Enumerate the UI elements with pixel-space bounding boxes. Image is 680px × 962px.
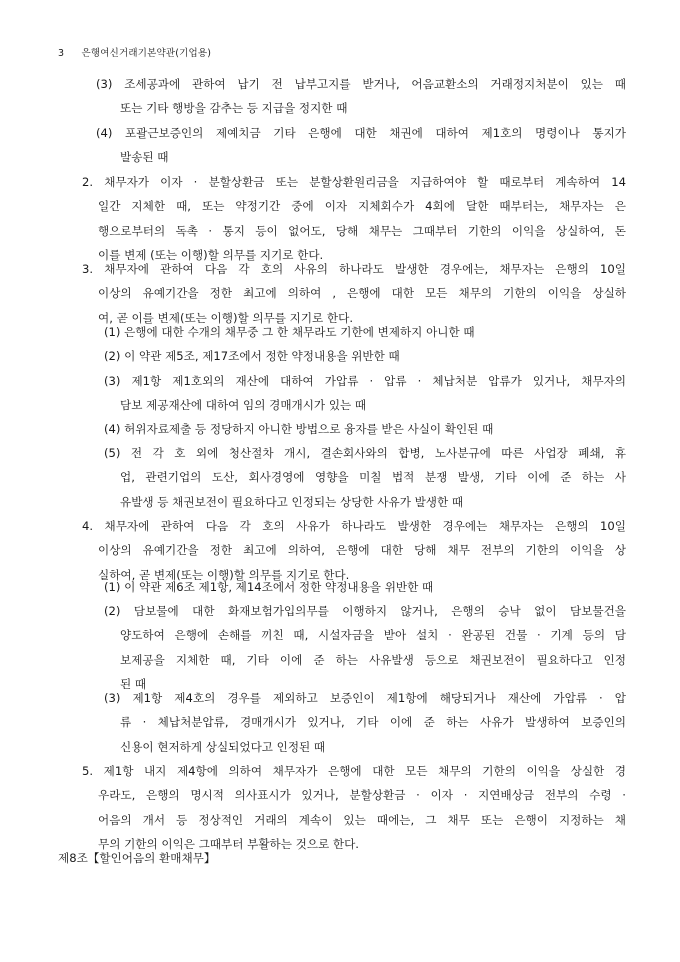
clause-line: 이상의 유예기간을 정한 최고에 의하여 , 은행에 대한 모든 채무의 기한의 이익을 상실하 <box>98 286 626 301</box>
clause-line: 또는 기타 행방을 감추는 등 지급을 정지한 때 <box>120 101 348 116</box>
clause-line: 이상의 유예기간을 정한 최고에 의하여, 은행에 대한 당해 채무 전부의 기한의 이익을 상 <box>98 543 626 558</box>
page-header <box>58 45 211 59</box>
clause-line: 일간 지체한 때, 또는 약정기간 중에 이자 지체회수가 4회에 달한 때부터는, 채무자는 은 <box>98 199 626 214</box>
clause-item <box>104 441 626 514</box>
clause-line: 3. 채무자에 관하여 다음 각 호의 사유의 하나라도 발생한 경우에는, 채무자는 은행의 10일 <box>82 262 626 276</box>
clause-item <box>104 344 626 368</box>
clause-line: 4. 채무자에 관하여 다음 각 호의 사유가 하나라도 발생한 경우에는 채무자는 은행의 10일 <box>82 519 626 533</box>
clause-line: (1) 이 약관 제6조 제1항, 제14조에서 정한 약정내용을 위반한 때 <box>104 580 434 594</box>
clause-line: (4) 포괄근보증인의 제예치금 기타 은행에 대한 채권에 대하여 제1호의 명령이나 통지가 <box>96 126 626 140</box>
clause-line: 행으로부터의 독촉 · 통지 등이 없어도, 당해 채무는 그때부터 기한의 이익을 상실하여, 돈 <box>98 223 626 238</box>
clause-line: (3) 제1항 제1호외의 재산에 대하여 가압류 · 압류 · 체납처분 압류가 있거나, 채무자의 <box>104 374 626 388</box>
clause-line: (1) 은행에 대한 수개의 채무중 그 한 채무라도 기한에 변제하지 아니한 때 <box>104 325 475 339</box>
clause-line: 우라도, 은행의 명시적 의사표시가 있거나, 분할상환금 · 이자 · 지연배상금 전부의 수령 · <box>98 788 626 803</box>
clause-item <box>104 575 626 599</box>
clause-line: 발송된 때 <box>120 150 169 165</box>
clause-line: 어음의 개서 등 정상적인 거래의 계속이 있는 때에는, 그 채무 또는 은행이 지정하는 채 <box>98 812 626 827</box>
clause-line: 이를 변제 (또는 이행)할 의무를 지기로 한다. <box>98 247 324 262</box>
clause-line: 무의 기한의 이익은 그때부터 부활하는 것으로 한다. <box>98 836 359 851</box>
clause-line: 2. 채무자가 이자 · 분할상환금 또는 분할상환원리금을 지급하여야 할 때로부터 계속하여 14 <box>82 175 626 189</box>
clause-line: (2) 담보물에 대한 화재보험가입의무를 이행하지 않거나, 은행의 승낙 없이 담보물건을 <box>104 604 626 618</box>
clause-item <box>104 599 626 696</box>
clause-item <box>104 686 626 759</box>
clause-line: 업, 관련기업의 도산, 회사경영에 영향을 미칠 법적 분쟁 발생, 기타 이에 준 하는 사 <box>120 470 626 485</box>
clause-paragraph <box>82 257 626 330</box>
clause-line: 여, 곧 이를 변제(또는 이행)할 의무를 지기로 한다. <box>98 310 354 325</box>
clause-line: (2) 이 약관 제5조, 제17조에서 정한 약정내용을 위반한 때 <box>104 349 400 363</box>
clause-line: 류 · 체납처분압류, 경매개시가 있거나, 기타 이에 준 하는 사유가 발생하여 보증인의 <box>120 715 626 730</box>
clause-line: 실하여, 곧 변제(또는 이행)할 의무를 지기로 한다. <box>98 567 350 582</box>
clause-item <box>104 320 626 344</box>
clause-line: (5) 전 각 호 외에 청산절차 개시, 결손회사와의 합병, 노사분규에 따른 사업장 폐쇄, 휴 <box>104 446 626 460</box>
clause-item <box>96 72 626 121</box>
document-title: 은행여신거래기본약관(기업용) <box>81 48 212 59</box>
clause-line: 양도하여 은행에 손해를 끼친 때, 시설자금을 받아 설치 · 완공된 건물 · 기계 등의 담 <box>120 628 626 643</box>
clause-line: (3) 제1항 제4호의 경우를 제외하고 보증인이 제1항에 해당되거나 재산에 가압류 · 압 <box>104 691 626 705</box>
page-number: 3 <box>58 48 65 59</box>
clause-paragraph <box>82 170 626 267</box>
clause-item <box>96 121 626 170</box>
clause-line: 신용이 현저하게 상실되었다고 인정된 때 <box>120 739 326 754</box>
clause-line: (3) 조세공과에 관하여 납기 전 납부고지를 받거나, 어음교환소의 거래정지처분이 있는 때 <box>96 77 626 91</box>
clause-line: 된 때 <box>120 676 147 691</box>
article-heading: 제8조【할인어음의 환매채무】 <box>58 851 216 865</box>
clause-paragraph <box>82 759 626 856</box>
clause-item <box>104 369 626 418</box>
clause-item <box>104 417 626 441</box>
clause-line: 유발생 등 채권보전이 필요하다고 인정되는 상당한 사유가 발생한 때 <box>120 494 464 509</box>
clause-line: (4) 허위자료제출 등 정당하지 아니한 방법으로 융자를 받은 사실이 확인된 때 <box>104 422 494 436</box>
clause-line: 보제공을 지체한 때, 기타 이에 준 하는 사유발생 등으로 채권보전이 필요하다고 인정 <box>120 652 626 667</box>
clause-line: 담보 제공재산에 대하여 임의 경매개시가 있는 때 <box>120 398 367 413</box>
clause-line: 5. 제1항 내지 제4항에 의하여 채무자가 은행에 대한 모든 채무의 기한의 이익을 상실한 경 <box>82 764 626 778</box>
